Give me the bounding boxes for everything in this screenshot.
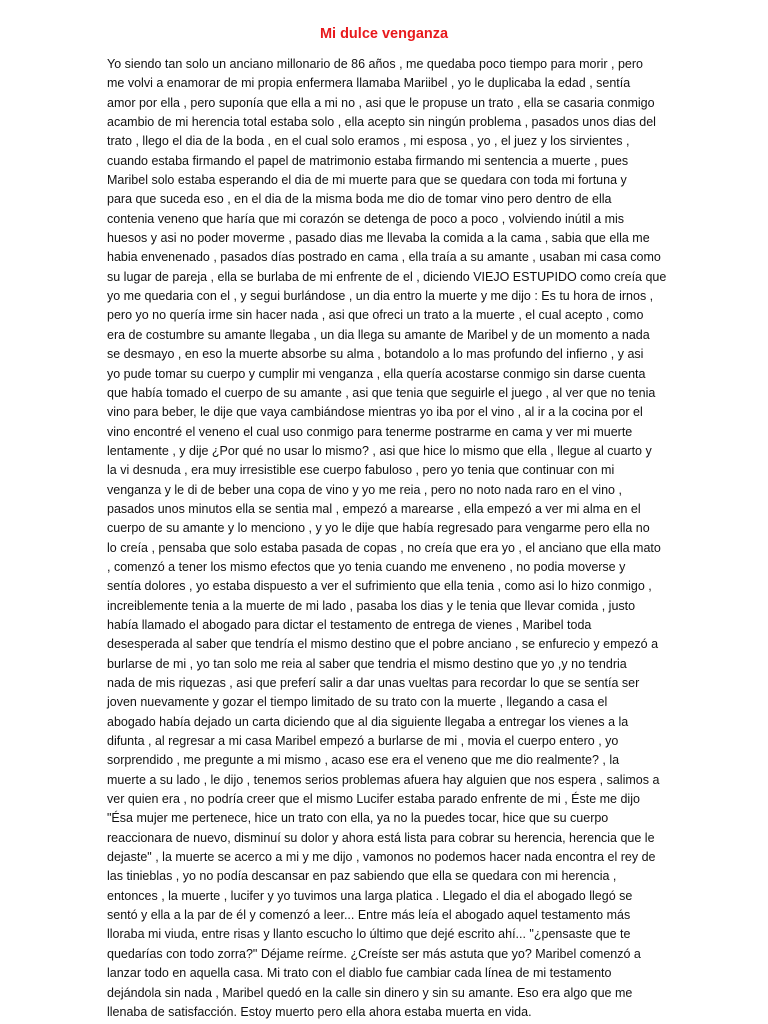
text-line: dejaste" , la muerte se acerco a mi y me dijo , vamonos no podemos hacer nada encontra el rey de	[107, 850, 656, 865]
text-line: trato , llego el dia de la boda , en el cual solo eramos , mi esposa , yo , el juez y los sirvientes ,	[107, 134, 630, 149]
text-line: cuando estaba firmando el papel de matrimonio estaba firmando mi sentencia a muerte , pues	[107, 153, 629, 168]
text-line: me volvi a enamorar de mi propia enfermera llamaba Mariibel , yo le duplicaba la edad , sentía	[107, 76, 631, 91]
text-line: reaccionara de nuevo, disminuí su dolor y ahora está lista para cobrar su herencia, herencia que le	[107, 830, 655, 845]
text-line: increiblemente tenia a la muerte de mi lado , pasaba los dias y le tenia que llevar comida , justo	[107, 598, 636, 613]
text-line: amor por ella , pero suponía que ella a mi no , asi que le propuse un trato , ella se casaria conmigo	[107, 95, 655, 110]
text-line: contenia veneno que haría que mi corazón se detenga de poco a poco , volviendo inútil a mis	[107, 211, 625, 226]
text-line: huesos y asi no poder moverme , pasado dias me llevaba la comida a la cama , sabia que ella me	[107, 231, 650, 246]
text-line: vino para beber, le dije que vaya cambiándose mientras yo iba por el vino , al ir a la cocina por el	[107, 405, 643, 420]
text-line: pasados unos minutos ella se sentia mal , empezó a marearse , ella empezó a ver mi alma en el	[107, 501, 641, 516]
text-line: las tinieblas , yo no podía descansar en paz sabiendo que ella se quedara con mi herencia ,	[107, 869, 617, 884]
text-line: Yo siendo tan solo un anciano millonario de 86 años , me quedaba poco tiempo para morir , pero	[107, 57, 643, 71]
text-line: que había tomado el cuerpo de su amante , asi que tenia que seguirle el juego , al ver que no tenia	[107, 385, 656, 400]
text-line: lo creía , pensaba que solo estaba pasada de copas , no creía que era yo , el anciano que ella mato	[107, 540, 661, 555]
text-line: yo me quedaria con el , y segui burlándose , un dia entro la muerte y me dijo : Es tu hora de irnos ,	[107, 289, 654, 304]
text-line: burlarse de mi , yo tan solo me reia al saber que tendria el mismo destino que yo ,y no tendria	[107, 656, 627, 671]
text-line: joven nuevamente y gozar el tiempo limitado de su trato con la muerte , llegando a casa el	[107, 695, 608, 710]
text-line: su lugar de pareja , ella se burlaba de mi enfrente de el , diciendo VIEJO ESTUPIDO como creía que	[107, 269, 667, 284]
text-line: "Ésa mujer me pertenece, hice un trato con ella, ya no la puedes tocar, hice que su cuerpo	[107, 811, 609, 826]
text-line: lanzar todo en aquella casa. Mi trato con el diablo fue cambiar cada línea de mi testamento	[107, 966, 612, 981]
text-line: era de costumbre su amante llegaba , un dia llega su amante de Maribel y de un momento a nada	[107, 327, 650, 342]
text-line: sentó y ella a la par de él y comenzó a leer... Entre más leía el abogado aquel testamento más	[107, 908, 631, 923]
text-line: se desmayo , en eso la muerte absorbe su alma , botandolo a lo mas profundo del infierno , y asi	[107, 347, 644, 362]
text-line: Maribel solo estaba esperando el dia de mi muerte para que se quedara con toda mi fortuna y	[107, 173, 627, 188]
text-line: difunta , al regresar a mi casa Maribel empezó a burlarse de mi , movia el cuerpo entero , yo	[107, 734, 619, 749]
document-title: Mi dulce venganza	[319, 26, 449, 42]
text-line: había llamado el abogado para dictar el testamento de entrega de vienes , Maribel toda	[107, 617, 592, 632]
text-line: para que suceda eso , en el dia de la misma boda me dio de tomar vino pero dentro de ella	[107, 192, 612, 207]
text-line: sentía dolores , yo estaba dispuesto a ver el sufrimiento que ella tenia , como asi lo hizo conmigo ,	[107, 579, 652, 594]
text-line: habia envenenado , pasados días postrado en cama , ella traía a su amante , usaban mi casa como	[107, 250, 661, 265]
text-line: nada de mis riquezas , asi que preferí salir a dar unas vueltas para recordar lo que se sentía ser	[107, 676, 640, 690]
text-line: cuerpo de su amante y lo menciono , y yo le dije que había regresado para vengarme pero ella no	[107, 521, 650, 536]
text-line: ver quien era , no podría creer que el mismo Lucifer estaba parado enfrente de mi , Éste me dijo	[107, 792, 640, 807]
text-line: lloraba mi viuda, entre risas y llanto escucho lo último que dejé escrito ahí... "¿pensaste que te	[107, 927, 631, 942]
story-body	[107, 55, 667, 1022]
text-line: pero yo no quería irme sin hacer nada , asi que ofreci un trato a la muerte , el cual acepto , como	[107, 308, 644, 323]
text-line: acambio de mi herencia total estaba solo , ella acepto sin ningún problema , pasados unos dias del	[107, 115, 656, 130]
text-line: venganza y le di de beber una copa de vino y yo me reia , pero no noto nada raro en el vino ,	[107, 482, 622, 497]
text-line: entonces , la muerte , lucifer y yo tuvimos una larga platica . Llegado el dia el abogado llegó se	[107, 888, 633, 903]
text-line: muerte a su lado , le dijo , tenemos serios problemas afuera hay alguien que nos espera , salimos a	[107, 772, 660, 787]
text-line: dejándola sin nada , Maribel quedó en la calle sin dinero y sin su amante. Eso era algo que me	[107, 985, 633, 1000]
text-line: desesperada al saber que tendría el mismo destino que el pobre anciano , se enfurecio y empezó a	[107, 637, 659, 652]
text-line: vino encontré el veneno el cual uso conmigo para tenerme postrarme en cama y ver mi muerte	[107, 424, 633, 439]
text-line: la vi desnuda , era muy irresistible ese cuerpo fabuloso , pero yo tenia que continuar con mi	[107, 463, 615, 478]
text-line: lentamente , y dije ¿Por qué no usar lo mismo? , asi que hice lo mismo que ella , llegue al cuarto y	[107, 443, 652, 458]
text-line: llenaba de satisfacción. Estoy muerto pero ella ahora estaba muerta en vida.	[107, 1004, 532, 1019]
text-line: quedarías con todo zorra?" Déjame reírme. ¿Creíste ser más astuta que yo? Maribel comenzó a	[107, 946, 641, 961]
text-line: yo pude tomar su cuerpo y cumplir mi venganza , ella quería acostarse conmigo sin darse cuenta	[107, 366, 646, 381]
text-line: , comenzó a tener los mismo efectos que yo tenia cuando me enveneno , no podia moverse y	[107, 559, 626, 574]
text-line: sorprendido , me pregunte a mi mismo , acaso ese era el veneno que me dio realmente? , la	[107, 753, 620, 768]
text-line: abogado había dejado un carta diciendo que al dia siguiente llegaba a entregar los vienes a la	[107, 714, 629, 729]
